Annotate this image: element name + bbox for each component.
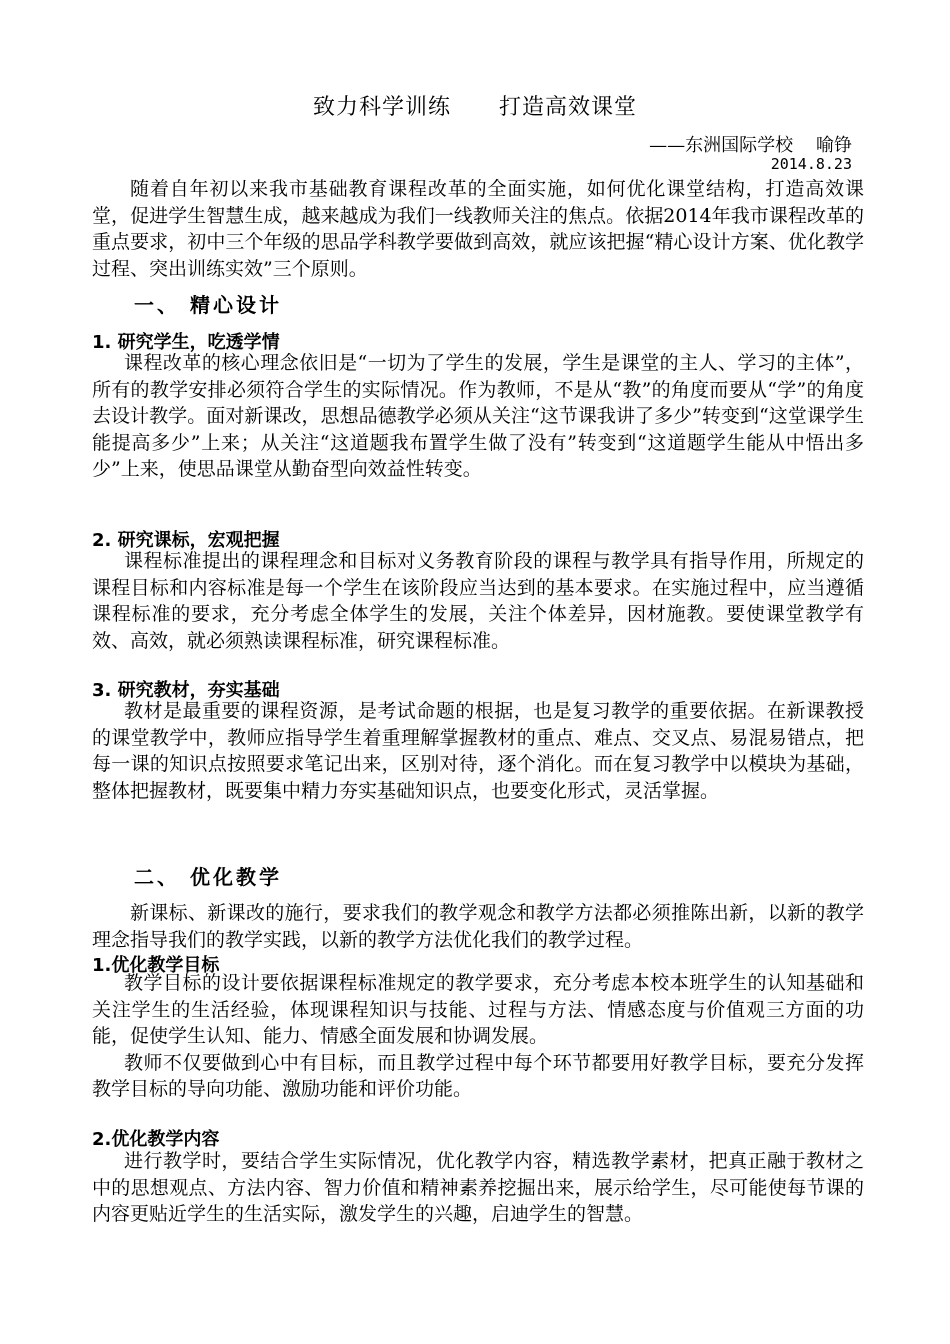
paragraph: 课程标准提出的课程理念和目标对义务教育阶段的课程与教学具有指导作用，所规定的课程目标和内容标准是每一个学生在该阶段应当达到的基本要求。在实施过程中，应当遵循课程标准的要求，充分考虑全体学生的发展，关注个体差异，因材施教。要使课堂教学有效、高效，就必须熟读课程标准，研究课程标准。: [92, 550, 864, 652]
section-1-item-2-body: [92, 548, 864, 654]
paragraph: 教材是最重要的课程资源，是考试命题的根据，也是复习教学的重要依据。在新课教授的课堂教学中，教师应指导学生着重理解掌握教材的重点、难点、交叉点、易混易错点，把每一课的知识点按照要求笔记出来，区别对待，逐个消化。而在复习教学中以模块为基础，整体把握教材，既要集中精力夯实基础知识点，也要变化形式，灵活掌握。: [92, 700, 864, 802]
section-2-item-1-heading: 1.优化教学目标: [92, 955, 220, 976]
paragraph: 教师不仅要做到心中有目标，而且教学过程中每个环节都要用好教学目标，要充分发挥教学目标的导向功能、激励功能和评价功能。: [92, 1051, 864, 1100]
section-2-item-1-body: [92, 970, 864, 1103]
section-2-item-2-heading: 2.优化教学内容: [92, 1129, 220, 1150]
page-title: 致力科学训练 打造高效课堂: [313, 95, 637, 120]
paragraph: 新课标、新课改的施行，要求我们的教学观念和教学方法都必须推陈出新，以新的教学理念指导我们的教学实践，以新的教学方法优化我们的教学过程。: [92, 902, 864, 951]
intro-text: 随着自年初以来我市基础教育课程改革的全面实施，如何优化课堂结构，打造高效课堂，促进学生智慧生成，越来越成为我们一线教师关注的焦点。依据2014年我市课程改革的重点要求，初中三个年级的思品学科教学要做到高效，就应该把握“精心设计方案、优化教学过程、突出训练实效”三个原则。: [92, 178, 864, 280]
intro-paragraph: [92, 176, 864, 282]
paragraph: 进行教学时，要结合学生实际情况，优化教学内容，精选教学素材，把真正融于教材之中的思想观点、方法内容、智力价值和精神素养挖掘出来，展示给学生，尽可能使每节课的内容更贴近学生的生活实际，激发学生的兴趣，启迪学生的智慧。: [92, 1150, 864, 1225]
paragraph: 教学目标的设计要依据课程标准规定的教学要求，充分考虑本校本班学生的认知基础和关注学生的生活经验，体现课程知识与技能、过程与方法、情感态度与价值观三方面的功能，促使学生认知、能力、情感全面发展和协调发展。: [92, 972, 864, 1047]
section-2-item-2-body: [92, 1148, 864, 1228]
section-2-heading: 二、 优化教学: [134, 865, 282, 889]
section-1-item-2-heading: 2. 研究课标，宏观把握: [92, 530, 280, 551]
section-1-item-3-heading: 3. 研究教材，夯实基础: [92, 680, 280, 701]
section-1-item-1-body: [92, 350, 864, 483]
section-1-item-3-body: [92, 698, 864, 804]
author-byline: ——东洲国际学校 喻铮: [649, 135, 852, 156]
section-1-heading: 一、 精心设计: [134, 293, 282, 317]
paragraph: 课程改革的核心理念依旧是“一切为了学生的发展，学生是课堂的主人、学习的主体”，所有的教学安排必须符合学生的实际情况。作为教师，不是从“教”的角度而要从“学”的角度去设计教学。面对新课改，思想品德教学必须从关注“这节课我讲了多少”转变到“这堂课学生能提高多少”上来；从关注“这道题我布置学生做了没有”转变到“这道题学生能从中悟出多少”上来，使思品课堂从勤奋型向效益性转变。: [92, 352, 864, 480]
date-line: 2014.8.23: [770, 155, 852, 173]
section-2-intro: [92, 900, 864, 953]
section-1-item-1-heading: 1. 研究学生，吃透学情: [92, 332, 280, 353]
